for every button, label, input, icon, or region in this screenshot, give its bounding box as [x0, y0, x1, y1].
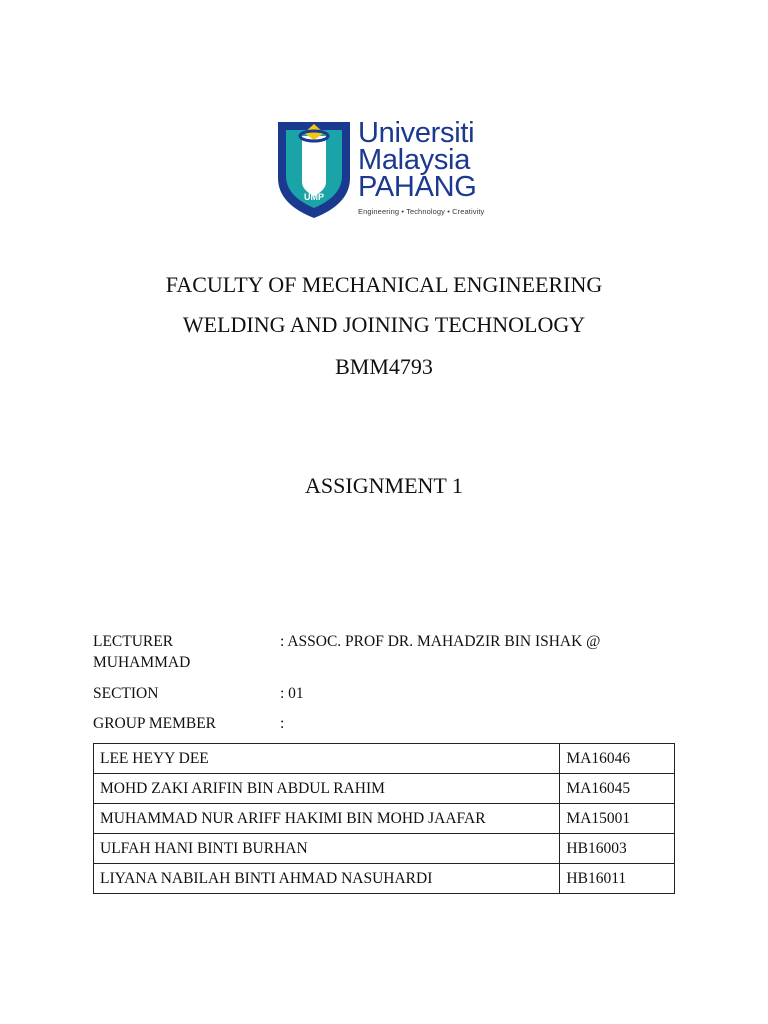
group-member-label: GROUP MEMBER: [93, 715, 217, 732]
university-logo: [274, 116, 496, 220]
logo-line-2: Malaysia: [358, 144, 471, 176]
member-name: LEE HEYY DEE: [94, 744, 560, 774]
member-id: HB16003: [560, 834, 675, 864]
member-name: MOHD ZAKI ARIFIN BIN ABDUL RAHIM: [94, 774, 560, 804]
group-member-value: :: [280, 715, 285, 732]
member-id: MA16045: [560, 774, 675, 804]
shield-text: UMP: [304, 192, 324, 202]
member-id: MA16046: [560, 744, 675, 774]
course-name: WELDING AND JOINING TECHNOLOGY: [182, 312, 586, 337]
member-name: MUHAMMAD NUR ARIFF HAKIMI BIN MOHD JAAFAR: [94, 804, 560, 834]
logo-line-1: Universiti: [358, 117, 475, 149]
lecturer-value: : ASSOC. PROF DR. MAHADZIR BIN ISHAK @: [280, 633, 601, 650]
logo-line-3: PAHANG: [358, 171, 477, 203]
table-row: [94, 834, 675, 864]
ump-shield-icon: [274, 116, 354, 220]
table-row: [94, 864, 675, 894]
table-row: [94, 774, 675, 804]
member-name: ULFAH HANI BINTI BURHAN: [94, 834, 560, 864]
member-name: LIYANA NABILAH BINTI AHMAD NASUHARDI: [94, 864, 560, 894]
lecturer-label: LECTURER: [93, 633, 174, 650]
faculty-title: FACULTY OF MECHANICAL ENGINEERING: [165, 272, 603, 297]
lecturer-value-continued: MUHAMMAD: [93, 654, 191, 671]
course-code: BMM4793: [335, 354, 433, 379]
logo-tagline: Engineering • Technology • Creativity: [358, 207, 485, 216]
member-id: HB16011: [560, 864, 675, 894]
section-label: SECTION: [93, 685, 159, 702]
university-wordmark: [358, 117, 485, 216]
section-value: : 01: [280, 685, 304, 702]
group-members-table: [93, 743, 675, 894]
member-id: MA15001: [560, 804, 675, 834]
table-row: [94, 744, 675, 774]
table-row: [94, 804, 675, 834]
assignment-title: ASSIGNMENT 1: [305, 473, 463, 498]
